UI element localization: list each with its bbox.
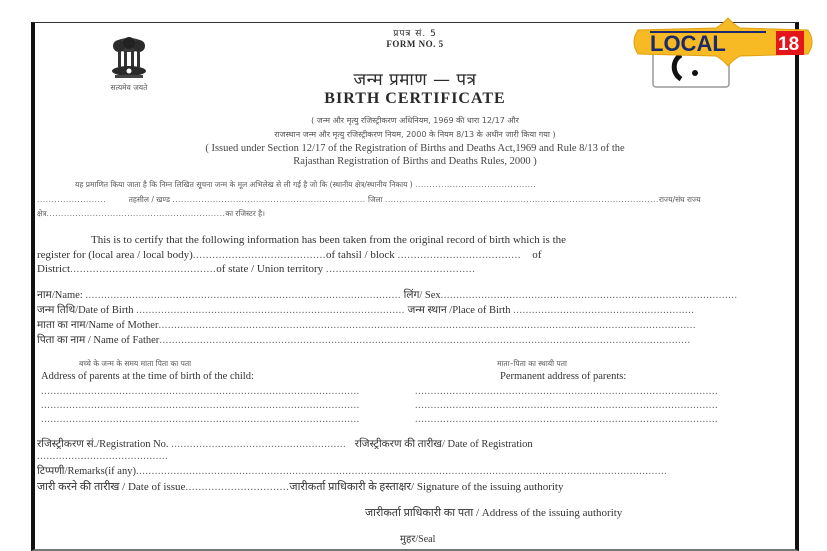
blank-field[interactable]: ................................................................... (172, 195, 366, 204)
registration-no-field[interactable]: ........................................................ (171, 439, 347, 450)
form-number-hindi: प्रपत्र सं. 5 (393, 29, 437, 39)
father-name-label: पिता का नाम / Name of Father (37, 335, 160, 346)
blank-field[interactable]: ............................................. (70, 263, 217, 275)
remarks-row (37, 464, 667, 478)
registration-date-label: रजिस्ट्रीकरण की तारीख/ Date of Registration (354, 439, 533, 450)
field-name-row (37, 288, 738, 302)
local-area-label: register for (local area / local body) (37, 249, 193, 261)
english-certification-line3 (37, 263, 475, 275)
address-permanent-hindi: माता–पिता का स्थायी पता (497, 359, 567, 368)
address-permanent-field-line1[interactable]: ................................................................................................. (415, 386, 719, 397)
issued-under-english-line1: ( Issued under Section 12/17 of the Registration of Births and Deaths Act,1969 and Rule 8/13 of the (205, 143, 625, 154)
hindi-certification-line2 (37, 195, 701, 205)
registration-date-field[interactable]: .......................................... (37, 451, 169, 462)
issued-under-english-line2: Rajasthan Registration of Births and Deaths Rules, 2000 ) (293, 156, 537, 167)
tehsil-label: तहसील / खण्ड (128, 195, 170, 204)
of-label: of (532, 249, 542, 261)
local18-logo (628, 16, 818, 68)
blank-field[interactable]: ............................................................................................... (384, 195, 659, 204)
blank-field[interactable]: ...................................... (397, 249, 525, 261)
area-label-hindi: क्षेत्र (37, 209, 47, 218)
form-number-english: FORM NO. 5 (386, 39, 444, 49)
title-english: BIRTH CERTIFICATE (324, 90, 506, 107)
name-field[interactable]: ..................................................................................................... (85, 290, 401, 301)
badge-number: 18 (778, 34, 800, 55)
hindi-certification-line3 (37, 209, 265, 219)
state-label-hindi: राज्य/संघ राज्य (658, 195, 701, 204)
badge-text: LOCAL (650, 31, 726, 56)
tahsil-label: of tahsil / block (326, 249, 395, 261)
issue-row (37, 479, 564, 494)
emblem-caption: सत्यमेव जयते (110, 83, 148, 92)
field-dob-row (37, 303, 694, 317)
date-of-issue-label: जारी करने की तारीख / Date of issue (37, 481, 186, 493)
pob-field[interactable]: .......................................................... (513, 305, 695, 316)
address-birth-label: Address of parents at the time of birth of the child: (41, 371, 254, 382)
registration-row (37, 437, 533, 451)
seal-label: मुहर/Seal (400, 534, 436, 545)
father-name-field[interactable]: .......................................................................................................................................................................... (159, 335, 691, 346)
address-birth-field-line2[interactable]: ...................................................................................................... (41, 400, 360, 411)
mother-name-field[interactable]: ............................................................................................................................................................................ (158, 320, 696, 331)
issued-under-hindi-line2: राजस्थान जन्म और मृत्यु रजिस्ट्रीकरण नियम, 2000 के नियम 8/13 के अधीन जारी किया गया ) (274, 130, 556, 139)
address-birth-field-line3[interactable]: ...................................................................................................... (41, 414, 360, 425)
certificate-document (31, 22, 799, 551)
sex-field[interactable]: ............................................................................................... (440, 290, 738, 301)
english-certification-line2 (37, 249, 541, 261)
registration-no-label: रजिस्ट्रीकरण सं./Registration No. (37, 439, 169, 450)
sex-label: लिंग/ Sex (403, 290, 441, 301)
state-label: of state / Union territory (216, 263, 324, 275)
english-certification-line1: This is to certify that the following information has been taken from the original record of birth which is the (91, 234, 567, 246)
mother-name-label: माता का नाम/Name of Mother (37, 320, 159, 331)
dob-field[interactable]: ...................................................................................... (136, 305, 405, 316)
remarks-field[interactable]: .......................................................................................................................................................................... (135, 466, 668, 477)
remarks-label: टिप्पणी/Remarks(if any) (37, 466, 136, 477)
issued-under-hindi-line1: ( जन्म और मृत्यु रजिस्ट्रीकरण अधिनियम, 1969 की धारा 12/17 और (311, 116, 519, 125)
address-birth-hindi: बच्चे के जन्म के समय माता पिता का पता (79, 359, 192, 368)
district-label: District (37, 263, 70, 275)
signature-label: जारीकर्ता प्राधिकारी के हस्ताक्षर/ Signature of the issuing authority (289, 481, 564, 493)
address-permanent-field-line3[interactable]: ................................................................................................. (415, 414, 719, 425)
pob-label: जन्म स्थान /Place of Birth (407, 305, 511, 316)
hindi-cert-text: यह प्रमाणित किया जाता है कि निम्न लिखित सूचना जन्म के मूल अभिलेख से ली गई है जो कि (स्थानीय क्षेत्र/स्थानीय निकाय ) (75, 180, 413, 189)
blank-field[interactable]: .......................................... (415, 180, 537, 189)
district-label-hindi: जिला (368, 195, 383, 204)
address-permanent-field-line2[interactable]: ................................................................................................. (415, 400, 719, 411)
name-label: नाम/Name: (37, 290, 83, 301)
dob-label: जन्म तिथि/Date of Birth (37, 305, 134, 316)
date-of-issue-field[interactable]: ................................ (185, 481, 290, 493)
field-mother-row (37, 318, 696, 332)
blank-field[interactable]: ........................ (37, 195, 107, 204)
field-father-row (37, 333, 691, 347)
title-hindi: जन्म प्रमाण — पत्र (353, 70, 477, 90)
blank-field[interactable]: .............................................................. (46, 209, 226, 218)
blank-field[interactable]: .............................................. (325, 263, 476, 275)
blank-field[interactable]: ......................................... (192, 249, 327, 261)
issuing-address-label: जारीकर्ता प्राधिकारी का पता / Address of the issuing authority (365, 507, 623, 519)
address-permanent-label: Permanent address of parents: (500, 371, 627, 382)
register-suffix-hindi: का रजिस्टर है। (225, 209, 265, 218)
address-birth-field-line1[interactable]: ...................................................................................................... (41, 386, 360, 397)
hindi-certification-line1 (75, 180, 536, 190)
